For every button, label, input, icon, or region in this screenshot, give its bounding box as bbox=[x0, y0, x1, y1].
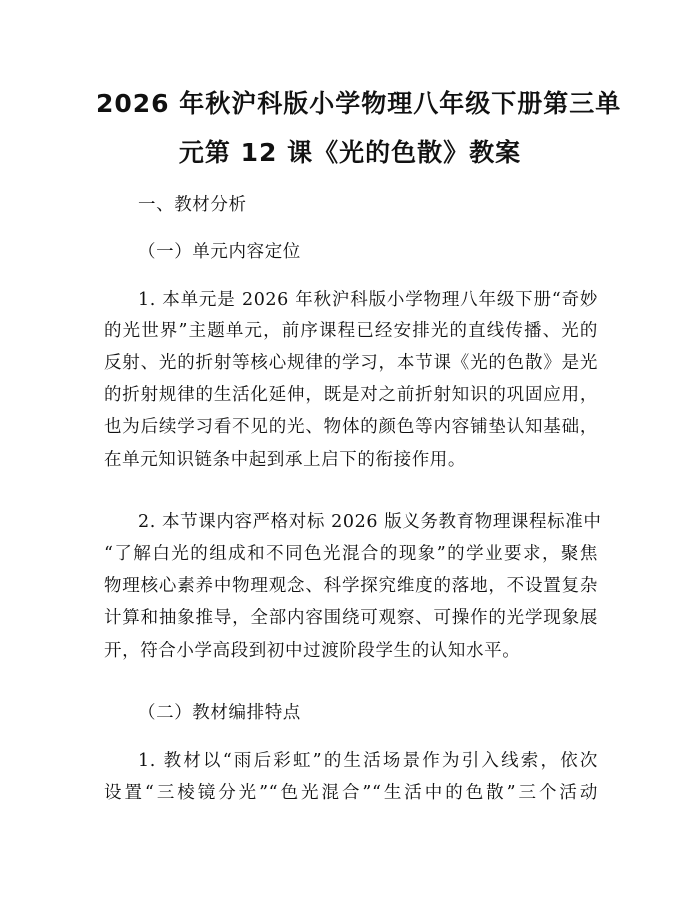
paragraph-1-line-2: 的光世界”主题单元，前序课程已经安排光的直线传播、光的 bbox=[104, 321, 598, 341]
paragraph-1-line-4: 的折射规律的生活化延伸，既是对之前折射知识的巩固应用， bbox=[104, 385, 598, 405]
subsection-heading-unit-positioning: （一）单元内容定位 bbox=[138, 242, 301, 262]
document-title-line-1: 2026 年秋沪科版小学物理八年级下册第三单 bbox=[96, 89, 622, 118]
paragraph-3-line-1: 1. 教材以“雨后彩虹”的生活场景作为引入线索，依次 bbox=[138, 751, 598, 771]
paragraph-3-line-2: 设置“三棱镜分光”“色光混合”“生活中的色散”三个活动 bbox=[104, 783, 598, 803]
paragraph-1-line-6: 在单元知识链条中起到承上启下的衔接作用。 bbox=[104, 450, 466, 470]
paragraph-2-line-2: “了解白光的组成和不同色光混合的现象”的学业要求，聚焦 bbox=[104, 544, 598, 564]
subsection-heading-textbook-arrangement: （二）教材编排特点 bbox=[138, 703, 301, 723]
paragraph-2-line-1: 2. 本节课内容严格对标 2026 版义务教育物理课程标准中 bbox=[138, 512, 602, 532]
paragraph-2-line-4: 计算和抽象推导，全部内容围绕可观察、可操作的光学现象展 bbox=[104, 608, 598, 628]
paragraph-2-line-3: 物理核心素养中物理观念、科学探究维度的落地，不设置复杂 bbox=[104, 576, 598, 596]
paragraph-1-line-5: 也为后续学习看不见的光、物体的颜色等内容铺垫认知基础， bbox=[104, 417, 598, 437]
paragraph-1-line-1: 1. 本单元是 2026 年秋沪科版小学物理八年级下册“奇妙 bbox=[138, 290, 598, 310]
paragraph-1-line-3: 反射、光的折射等核心规律的学习，本节课《光的色散》是光 bbox=[104, 353, 598, 373]
document-title-line-2: 元第 12 课《光的色散》教案 bbox=[178, 138, 522, 167]
paragraph-2-line-5: 开，符合小学高段到初中过渡阶段学生的认知水平。 bbox=[104, 641, 521, 661]
section-heading-textbook-analysis: 一、教材分析 bbox=[138, 195, 247, 215]
